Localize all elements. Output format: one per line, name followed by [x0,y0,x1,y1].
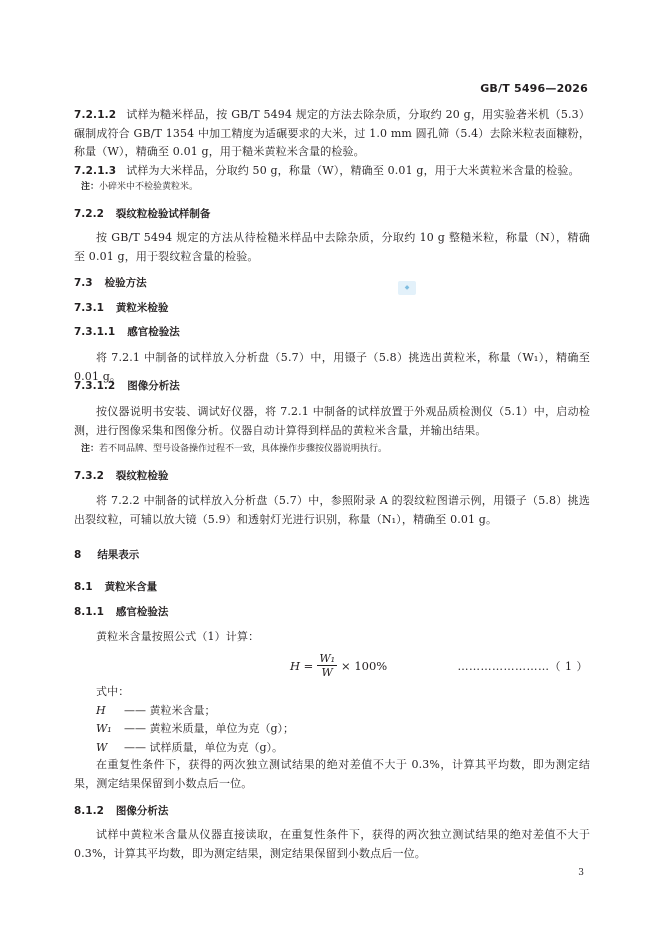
heading-8-1-1 [74,603,590,621]
paragraph-7-2-2 [74,229,590,266]
heading-title: 裂纹粒检验 [115,470,169,482]
equation-number: ……………………（ 1 ） [457,660,588,673]
paragraph-7-3-1-2 [74,403,590,440]
heading-number: 7.3.1.1 [74,326,116,338]
paragraph-text: 将 7.2.1 中制备的试样放入分析盘（5.7）中，用镊子（5.8）挑选出黄粒米，称量（W₁），精确至 0.01 g。 [74,351,590,383]
paragraph-text: 按 GB/T 5494 规定的方法从待检糙米样品中去除杂质，分取约 10 g 整糙米粒，称量（N），精确至 0.01 g，用于裂纹粒含量的检验。 [74,231,590,263]
clause-number: 7.2.1.3 [74,165,117,177]
formula-denominator: W [321,666,333,679]
definition-h [74,702,590,721]
heading-7-3 [74,274,590,292]
note-text: 小碎米中不检验黄粒米。 [99,182,199,192]
note-text: 若不同品牌、型号设备操作过程不一致，具体操作步骤按仪器说明执行。 [99,444,388,454]
standard-code: GB/T 5496—2026 [480,82,588,95]
paragraph-8-1-1-repeatability [74,756,590,793]
definition-w [74,739,590,758]
heading-title: 图像分析法 [127,380,180,392]
page-number: 3 [578,868,584,878]
heading-title: 图像分析法 [115,805,169,817]
where-block [74,683,590,757]
heading-7-2-2 [74,205,590,223]
definition-symbol: W₁ [96,722,112,735]
heading-7-3-1 [74,299,590,317]
heading-7-3-1-1 [74,323,590,341]
clause-7-2-1-3 [74,162,590,181]
definition-text: —— 试样质量，单位为克（g）。 [124,740,284,754]
paragraph-text: 将 7.2.2 中制备的试样放入分析盘（5.7）中，参照附录 A 的裂纹粒图谱示例，用镊子（5.8）挑选出裂纹粒，可辅以放大镜（5.9）和透射灯光进行识别，称量（N₁），精确至 0.01 g。 [74,494,590,526]
heading-7-3-1-2 [74,377,590,395]
heading-8-1 [74,578,590,596]
heading-number: 7.3.1 [74,302,104,314]
definition-w1 [74,720,590,739]
clause-number: 7.2.1.2 [74,109,117,121]
heading-title: 感官检验法 [127,326,180,338]
definition-text: —— 黄粒米含量； [124,703,216,717]
note-1 [74,180,590,194]
heading-number: 8.1 [74,581,93,593]
heading-title: 感官检验法 [115,606,169,618]
heading-number: 7.3.1.2 [74,380,116,392]
heading-8-1-2 [74,802,590,820]
formula-lhs: H = [290,658,314,673]
definition-symbol: W [96,740,108,754]
heading-title: 黄粒米检验 [115,302,169,314]
paragraph-8-1-1-intro [74,628,590,647]
watermark-stamp: ◆ [398,281,416,295]
clause-text: 试样为大米样品，分取约 50 g，称量（W），精确至 0.01 g，用于大米黄粒米含量的检验。 [126,164,580,177]
heading-number: 8 [74,549,82,561]
paragraph-text: 黄粒米含量按照公式（1）计算： [96,630,260,643]
formula-rest: × 100% [341,658,388,673]
clause-7-2-1-2 [74,106,590,162]
paragraph-text: 试样中黄粒米含量从仪器直接读取，在重复性条件下，获得的两次独立测试结果的绝对差值不大于 0.3%，计算其平均数，即为测定结果，测定结果保留到小数点后一位。 [74,828,590,860]
heading-title: 裂纹粒检验试样制备 [115,208,211,220]
definition-text: —— 黄粒米质量，单位为克（g）； [124,722,295,735]
heading-7-3-2 [74,467,590,485]
formula-numerator: W₁ [319,652,336,665]
paragraph-8-1-2 [74,826,590,863]
formula-1 [290,652,387,679]
note-2 [74,442,590,456]
where-label: 式中： [96,685,130,698]
formula-fraction [317,652,337,679]
clause-text: 试样为糙米样品，按 GB/T 5494 规定的方法去除杂质，分取约 20 g，用实验砻米机（5.3）碾制成符合 GB/T 1354 中加工精度为适碾要求的大米，过 1.0 mm 圆孔筛（5.4）去除米粒表面糠粉，称量（W），精确至 0.01 g，用于糙米黄粒米含量的检验。 [74,108,590,158]
note-label: 注： [81,182,100,192]
paragraph-text: 在重复性条件下，获得的两次独立测试结果的绝对差值不大于 0.3%，计算其平均数，即为测定结果，测定结果保留到小数点后一位。 [74,758,590,790]
heading-number: 8.1.1 [74,606,104,618]
paragraph-7-3-2 [74,492,590,529]
heading-title: 检验方法 [104,277,147,289]
definition-symbol: H [96,703,106,717]
note-label: 注： [81,444,100,454]
heading-title: 结果表示 [97,549,140,561]
heading-number: 7.3 [74,277,93,289]
heading-number: 7.3.2 [74,470,104,482]
heading-title: 黄粒米含量 [104,581,158,593]
heading-8 [74,546,590,564]
heading-number: 8.1.2 [74,805,104,817]
heading-number: 7.2.2 [74,208,104,220]
paragraph-text: 按仪器说明书安装、调试好仪器，将 7.2.1 中制备的试样放置于外观品质检测仪（5.1）中，启动检测，进行图像采集和图像分析。仪器自动计算得到样品的黄粒米含量，并输出结果。 [74,405,590,437]
